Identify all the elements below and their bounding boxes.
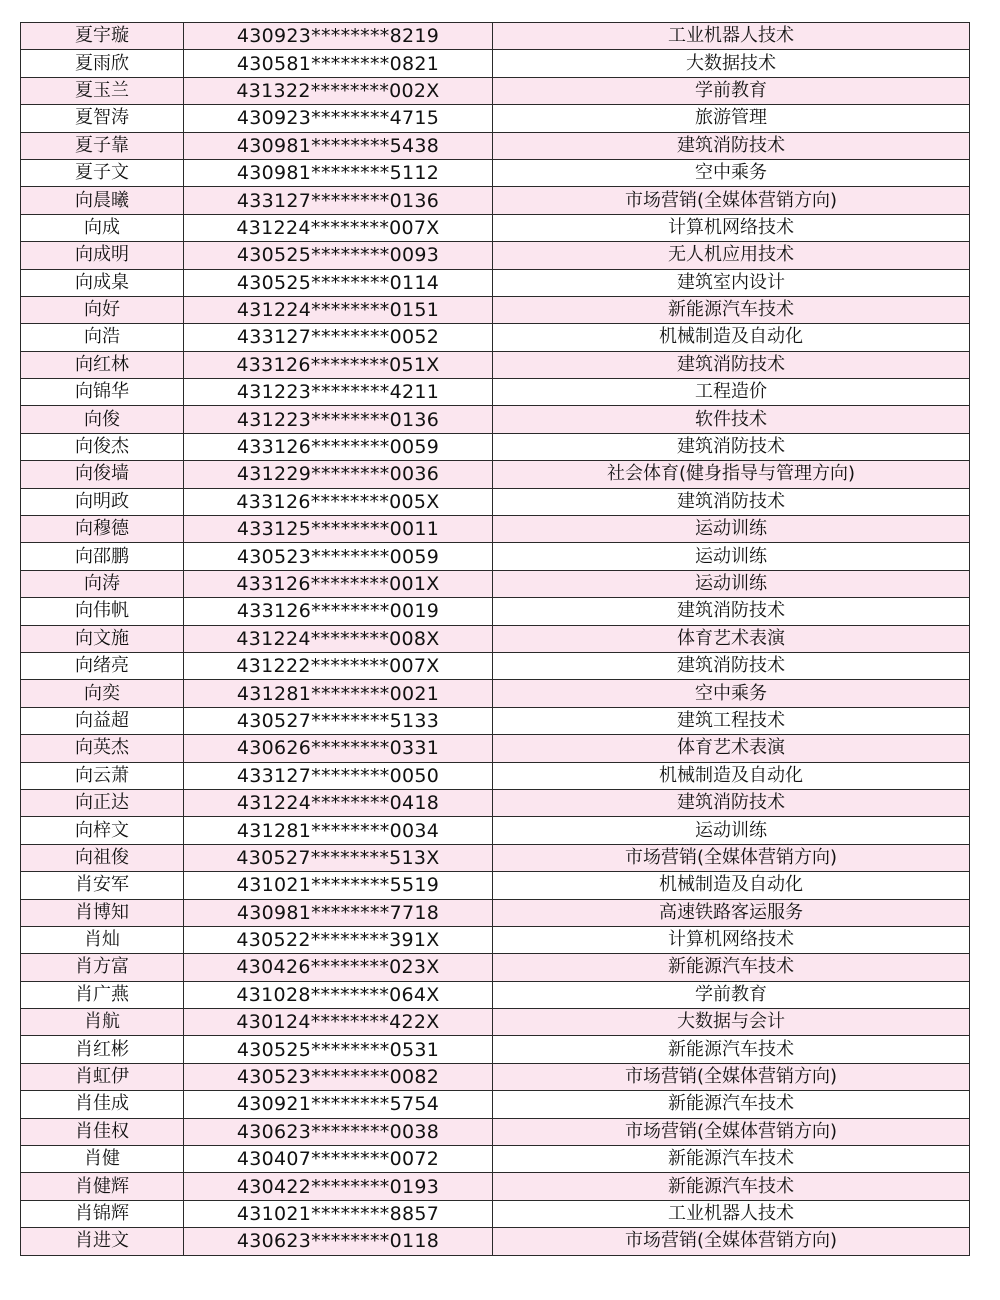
name-cell: 夏雨欣 [21,50,184,77]
id-number-cell: 433127********0052 [184,324,493,351]
name-cell: 向锦华 [21,379,184,406]
table-row [21,1036,970,1063]
major-cell: 运动训练 [493,543,970,570]
id-number-cell: 431224********0418 [184,789,493,816]
name-cell: 肖佳权 [21,1118,184,1145]
id-number-cell: 430124********422X [184,1009,493,1036]
table-row [21,1091,970,1118]
name-cell: 向邵鹏 [21,543,184,570]
name-cell: 向俊杰 [21,433,184,460]
id-number-cell: 430981********7718 [184,899,493,926]
table-row [21,187,970,214]
table-row [21,570,970,597]
table-row [21,707,970,734]
name-cell: 向云萧 [21,762,184,789]
name-cell: 夏玉兰 [21,77,184,104]
name-cell: 向红林 [21,351,184,378]
name-cell: 向涛 [21,570,184,597]
major-cell: 建筑工程技术 [493,707,970,734]
major-cell: 空中乘务 [493,680,970,707]
table-row [21,1009,970,1036]
major-cell: 软件技术 [493,406,970,433]
id-number-cell: 431224********0151 [184,296,493,323]
major-cell: 新能源汽车技术 [493,954,970,981]
table-row [21,789,970,816]
major-cell: 计算机网络技术 [493,214,970,241]
major-cell: 新能源汽车技术 [493,296,970,323]
name-cell: 夏子靠 [21,132,184,159]
table-row [21,296,970,323]
table-row [21,1228,970,1255]
name-cell: 向俊墙 [21,461,184,488]
id-number-cell: 430981********5112 [184,159,493,186]
major-cell: 市场营销(全媒体营销方向) [493,1228,970,1255]
name-cell: 向好 [21,296,184,323]
major-cell: 新能源汽车技术 [493,1091,970,1118]
id-number-cell: 430522********391X [184,926,493,953]
id-number-cell: 431229********0036 [184,461,493,488]
name-cell: 向成 [21,214,184,241]
id-number-cell: 431222********007X [184,652,493,679]
major-cell: 建筑消防技术 [493,652,970,679]
major-cell: 运动训练 [493,516,970,543]
table-row [21,899,970,926]
table-row [21,433,970,460]
table-row [21,105,970,132]
id-number-cell: 431322********002X [184,77,493,104]
major-cell: 旅游管理 [493,105,970,132]
name-cell: 向伟帆 [21,598,184,625]
id-number-cell: 431281********0034 [184,817,493,844]
id-number-cell: 430527********5133 [184,707,493,734]
id-number-cell: 430527********513X [184,844,493,871]
name-cell: 肖红彬 [21,1036,184,1063]
table-row [21,981,970,1008]
id-number-cell: 430525********0114 [184,269,493,296]
table-row [21,1173,970,1200]
id-number-cell: 430525********0093 [184,242,493,269]
major-cell: 建筑消防技术 [493,598,970,625]
name-cell: 肖方富 [21,954,184,981]
id-number-cell: 430426********023X [184,954,493,981]
major-cell: 学前教育 [493,981,970,1008]
name-cell: 夏宇璇 [21,23,184,50]
major-cell: 工业机器人技术 [493,23,970,50]
name-cell: 向英杰 [21,735,184,762]
major-cell: 新能源汽车技术 [493,1146,970,1173]
roster-table [20,22,970,1256]
major-cell: 建筑消防技术 [493,132,970,159]
name-cell: 肖安军 [21,872,184,899]
major-cell: 建筑室内设计 [493,269,970,296]
table-row [21,817,970,844]
name-cell: 肖博知 [21,899,184,926]
table-row [21,269,970,296]
name-cell: 肖广燕 [21,981,184,1008]
table-row [21,598,970,625]
major-cell: 市场营销(全媒体营销方向) [493,187,970,214]
major-cell: 无人机应用技术 [493,242,970,269]
table-row [21,242,970,269]
id-number-cell: 430525********0531 [184,1036,493,1063]
name-cell: 肖锦辉 [21,1200,184,1227]
id-number-cell: 430981********5438 [184,132,493,159]
major-cell: 社会体育(健身指导与管理方向) [493,461,970,488]
name-cell: 夏智涛 [21,105,184,132]
id-number-cell: 430623********0038 [184,1118,493,1145]
major-cell: 空中乘务 [493,159,970,186]
name-cell: 肖灿 [21,926,184,953]
roster-table-body [21,23,970,1256]
name-cell: 向奕 [21,680,184,707]
id-number-cell: 430581********0821 [184,50,493,77]
name-cell: 向浩 [21,324,184,351]
major-cell: 工程造价 [493,379,970,406]
table-row [21,77,970,104]
table-row [21,516,970,543]
id-number-cell: 433126********001X [184,570,493,597]
major-cell: 建筑消防技术 [493,488,970,515]
table-row [21,762,970,789]
id-number-cell: 433126********0019 [184,598,493,625]
name-cell: 向文施 [21,625,184,652]
major-cell: 体育艺术表演 [493,735,970,762]
major-cell: 运动训练 [493,570,970,597]
major-cell: 建筑消防技术 [493,789,970,816]
table-row [21,926,970,953]
table-row [21,954,970,981]
table-row [21,625,970,652]
id-number-cell: 430626********0331 [184,735,493,762]
name-cell: 向俊 [21,406,184,433]
table-row [21,214,970,241]
id-number-cell: 431028********064X [184,981,493,1008]
name-cell: 肖虹伊 [21,1063,184,1090]
table-row [21,735,970,762]
id-number-cell: 431223********4211 [184,379,493,406]
id-number-cell: 431224********008X [184,625,493,652]
table-row [21,1200,970,1227]
name-cell: 向正达 [21,789,184,816]
major-cell: 工业机器人技术 [493,1200,970,1227]
major-cell: 高速铁路客运服务 [493,899,970,926]
major-cell: 新能源汽车技术 [493,1173,970,1200]
id-number-cell: 430523********0082 [184,1063,493,1090]
table-row [21,844,970,871]
id-number-cell: 430923********4715 [184,105,493,132]
id-number-cell: 430923********8219 [184,23,493,50]
name-cell: 向穆德 [21,516,184,543]
major-cell: 机械制造及自动化 [493,762,970,789]
name-cell: 向明政 [21,488,184,515]
table-row [21,351,970,378]
name-cell: 向成明 [21,242,184,269]
id-number-cell: 431223********0136 [184,406,493,433]
name-cell: 向绪亮 [21,652,184,679]
table-row [21,543,970,570]
table-row [21,159,970,186]
major-cell: 大数据与会计 [493,1009,970,1036]
id-number-cell: 430921********5754 [184,1091,493,1118]
name-cell: 肖进文 [21,1228,184,1255]
table-row [21,461,970,488]
id-number-cell: 430407********0072 [184,1146,493,1173]
major-cell: 市场营销(全媒体营销方向) [493,1063,970,1090]
name-cell: 肖航 [21,1009,184,1036]
table-row [21,324,970,351]
table-row [21,50,970,77]
major-cell: 机械制造及自动化 [493,872,970,899]
id-number-cell: 431224********007X [184,214,493,241]
name-cell: 向梓文 [21,817,184,844]
table-row [21,406,970,433]
major-cell: 市场营销(全媒体营销方向) [493,844,970,871]
major-cell: 体育艺术表演 [493,625,970,652]
table-row [21,132,970,159]
major-cell: 建筑消防技术 [493,351,970,378]
table-row [21,1063,970,1090]
major-cell: 学前教育 [493,77,970,104]
id-number-cell: 431281********0021 [184,680,493,707]
id-number-cell: 433126********051X [184,351,493,378]
table-row [21,488,970,515]
id-number-cell: 431021********8857 [184,1200,493,1227]
id-number-cell: 433126********005X [184,488,493,515]
table-row [21,1146,970,1173]
id-number-cell: 433127********0050 [184,762,493,789]
table-row [21,872,970,899]
table-row [21,680,970,707]
name-cell: 向益超 [21,707,184,734]
major-cell: 建筑消防技术 [493,433,970,460]
name-cell: 向成臬 [21,269,184,296]
name-cell: 肖佳成 [21,1091,184,1118]
id-number-cell: 433127********0136 [184,187,493,214]
name-cell: 肖健 [21,1146,184,1173]
id-number-cell: 430523********0059 [184,543,493,570]
name-cell: 肖健辉 [21,1173,184,1200]
table-row [21,379,970,406]
table-row [21,1118,970,1145]
major-cell: 市场营销(全媒体营销方向) [493,1118,970,1145]
id-number-cell: 433126********0059 [184,433,493,460]
table-row [21,652,970,679]
major-cell: 计算机网络技术 [493,926,970,953]
id-number-cell: 431021********5519 [184,872,493,899]
major-cell: 新能源汽车技术 [493,1036,970,1063]
name-cell: 夏子文 [21,159,184,186]
table-row [21,23,970,50]
id-number-cell: 430422********0193 [184,1173,493,1200]
major-cell: 大数据技术 [493,50,970,77]
id-number-cell: 430623********0118 [184,1228,493,1255]
name-cell: 向晨曦 [21,187,184,214]
id-number-cell: 433125********0011 [184,516,493,543]
name-cell: 向祖俊 [21,844,184,871]
major-cell: 运动训练 [493,817,970,844]
major-cell: 机械制造及自动化 [493,324,970,351]
